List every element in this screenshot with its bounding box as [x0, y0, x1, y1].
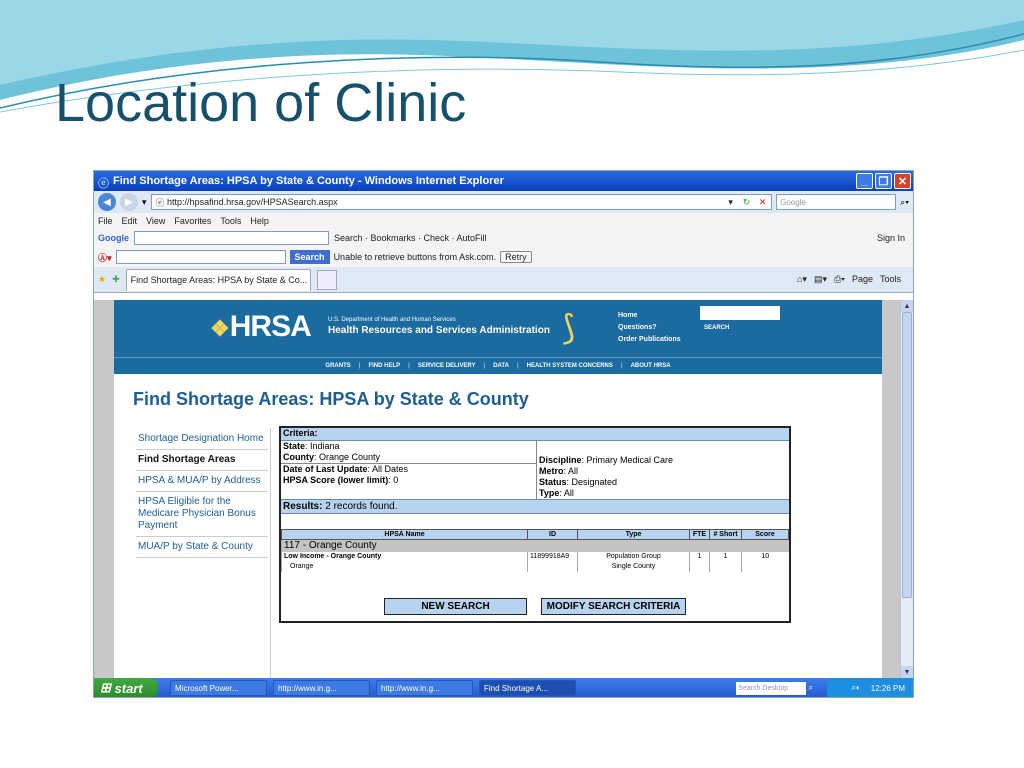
sidenav-muap-state-county[interactable]: MUA/P by State & County	[136, 537, 268, 558]
ask-message: Unable to retrieve buttons from Ask.com.	[333, 252, 497, 262]
search-box[interactable]: Google	[776, 194, 896, 210]
refresh-icon[interactable]: ↻	[742, 196, 751, 207]
menu-help[interactable]: Help	[250, 216, 269, 226]
hrsa-diamond-icon: ❖	[210, 316, 229, 341]
desktop-search-input[interactable]: Search Desktop	[736, 682, 806, 695]
vertical-scrollbar[interactable]	[900, 300, 913, 678]
side-nav	[136, 429, 268, 558]
criteria-county: County: Orange County	[283, 452, 381, 462]
menu-bar	[94, 213, 913, 229]
history-dropdown-icon[interactable]: ▾	[142, 196, 147, 207]
ie-icon: ⓔ	[98, 178, 109, 190]
nav-find-help[interactable]: FIND HELP	[368, 363, 401, 369]
url-text: http://hpsafind.hrsa.gov/HPSASearch.aspx	[167, 197, 338, 207]
address-bar-row	[94, 191, 913, 213]
task-powerpoint[interactable]: Microsoft Power...	[170, 680, 267, 696]
criteria-state: State: Indiana	[283, 441, 340, 451]
col-fte[interactable]: FTE	[690, 530, 710, 540]
sidenav-by-address[interactable]: HPSA & MUA/P by Address	[136, 471, 268, 492]
tray-icons[interactable]: ⌕◐	[851, 683, 861, 692]
scroll-up-icon[interactable]: ▲	[901, 300, 913, 312]
tab-label: Find Shortage Areas: HPSA by State & Co...	[130, 275, 308, 285]
home-link[interactable]: Home	[618, 312, 638, 319]
main-nav: GRANTS | FIND HELP | SERVICE DELIVERY | DATA | HEALTH SYSTEM CONCERNS | ABOUT HRSA	[114, 357, 882, 374]
task-ie-2[interactable]: http://www.in.g...	[376, 680, 473, 696]
stop-icon[interactable]: ✕	[758, 196, 767, 207]
address-field[interactable]	[151, 194, 773, 210]
col-short[interactable]: # Short	[710, 530, 742, 540]
system-tray	[827, 678, 913, 698]
print-icon[interactable]: ⎙▾	[833, 274, 845, 284]
nav-health-system[interactable]: HEALTH SYSTEM CONCERNS	[526, 363, 613, 369]
hrsa-logo: ❖HRSA	[210, 310, 311, 343]
forward-button[interactable]: ▶	[120, 193, 138, 211]
tab-find-shortage[interactable]	[126, 269, 311, 291]
retry-button[interactable]: Retry	[500, 251, 532, 263]
sidenav-medicare-bonus[interactable]: HPSA Eligible for the Medicare Physician Bonus Payment	[136, 492, 268, 537]
nav-service-delivery[interactable]: SERVICE DELIVERY	[417, 363, 476, 369]
menu-file[interactable]: File	[98, 216, 113, 226]
google-search-input[interactable]	[134, 231, 329, 245]
scroll-down-icon[interactable]: ▼	[901, 666, 913, 678]
hrsa-header	[114, 300, 882, 357]
nav-about[interactable]: ABOUT HRSA	[630, 363, 671, 369]
modify-search-button[interactable]: MODIFY SEARCH CRITERIA	[541, 598, 686, 615]
window-titlebar	[94, 171, 913, 191]
hhs-eagle-icon: ⟆	[562, 309, 576, 347]
feeds-icon[interactable]: ▤▾	[813, 274, 827, 284]
google-logo: Google	[98, 233, 129, 243]
sidenav-designation-home[interactable]: Shortage Designation Home	[136, 429, 268, 450]
web-page	[94, 300, 900, 678]
sidenav-find-shortage[interactable]: Find Shortage Areas	[136, 450, 268, 471]
task-ie-1[interactable]: http://www.in.g...	[273, 680, 370, 696]
back-button[interactable]: ◀	[98, 193, 116, 211]
results-table	[281, 529, 789, 572]
slide-title: Location of Clinic	[55, 73, 467, 133]
criteria-header: Criteria:	[281, 428, 789, 441]
site-search-label[interactable]: SEARCH	[704, 325, 730, 331]
ask-search-input[interactable]	[116, 250, 286, 264]
results-panel	[279, 426, 791, 623]
close-button[interactable]: ✕	[894, 173, 911, 189]
group-row: 117 - Orange County	[282, 540, 789, 552]
windows-taskbar	[94, 678, 913, 698]
page-icon: ⓔ	[155, 197, 168, 208]
google-toolbar-items[interactable]: Search · Bookmarks · Check · AutoFill	[334, 233, 487, 243]
ask-logo-icon: Ⓐ▾	[98, 252, 112, 263]
minimize-button[interactable]: _	[856, 173, 873, 189]
ask-search-button[interactable]: Search	[290, 250, 330, 264]
criteria-date: Date of Last Update: All Dates	[281, 463, 536, 475]
menu-view[interactable]: View	[146, 216, 166, 226]
windows-flag-icon: ⊞	[100, 680, 115, 695]
clock: 12:26 PM	[870, 683, 905, 693]
site-search-input[interactable]	[700, 306, 780, 320]
google-toolbar	[94, 229, 913, 247]
col-id[interactable]: ID	[528, 530, 578, 540]
home-icon[interactable]: ⌂▾	[796, 274, 807, 284]
table-row[interactable]: Low Income - Orange County 11899918A9 Population Group 1 1 10	[282, 552, 789, 562]
restore-button[interactable]: ❐	[875, 173, 892, 189]
scroll-thumb[interactable]	[902, 312, 912, 598]
browser-screenshot	[93, 170, 914, 698]
page-title: Find Shortage Areas: HPSA by State & County	[133, 389, 529, 409]
tools-menu[interactable]: Tools	[879, 274, 901, 284]
hrsa-name-text: Health Resources and Services Administration	[328, 325, 550, 336]
nav-grants[interactable]: GRANTS	[325, 363, 351, 369]
col-score[interactable]: Score	[742, 530, 789, 540]
menu-edit[interactable]: Edit	[121, 216, 138, 226]
new-search-button[interactable]: NEW SEARCH	[384, 598, 527, 615]
col-hpsa-name[interactable]: HPSA Name	[282, 530, 528, 540]
page-viewport	[94, 300, 913, 678]
add-favorite-icon[interactable]: ✚	[112, 274, 120, 284]
favorites-star-icon[interactable]: ★	[98, 274, 107, 284]
order-publications-link[interactable]: Order Publications	[618, 336, 681, 343]
col-type[interactable]: Type	[578, 530, 690, 540]
start-button[interactable]: ⊞ start	[94, 678, 158, 698]
criteria-type: Type: All	[539, 488, 574, 498]
criteria-metro: Metro: All	[539, 466, 579, 476]
search-go-icon[interactable]: ⌕▾	[900, 196, 909, 207]
criteria-score: HPSA Score (lower limit): 0	[283, 475, 399, 485]
new-tab-button[interactable]	[317, 270, 337, 290]
criteria-status: Status: Designated	[539, 477, 618, 487]
hhs-dept-text: U.S. Department of Health and Human Services	[328, 317, 456, 323]
desktop-search-icon[interactable]: ⌕	[806, 683, 813, 692]
task-find-shortage[interactable]: Find Shortage A...	[479, 680, 576, 696]
nav-data[interactable]: DATA	[493, 363, 509, 369]
google-sign-in[interactable]: Sign In	[876, 233, 905, 243]
ask-toolbar	[94, 247, 913, 267]
tab-bar	[94, 267, 913, 293]
table-row[interactable]: Orange Single County	[282, 562, 789, 572]
window-title: Find Shortage Areas: HPSA by State & County - Windows Internet Explorer	[113, 175, 504, 187]
results-header: Results: 2 records found.	[281, 499, 789, 514]
menu-favorites[interactable]: Favorites	[174, 216, 212, 226]
criteria-discipline: Discipline: Primary Medical Care	[539, 455, 674, 465]
questions-link[interactable]: Questions?	[618, 324, 657, 331]
address-dropdown-icon[interactable]: ▾	[728, 196, 733, 207]
page-menu[interactable]: Page	[851, 274, 873, 284]
menu-tools[interactable]: Tools	[220, 216, 242, 226]
